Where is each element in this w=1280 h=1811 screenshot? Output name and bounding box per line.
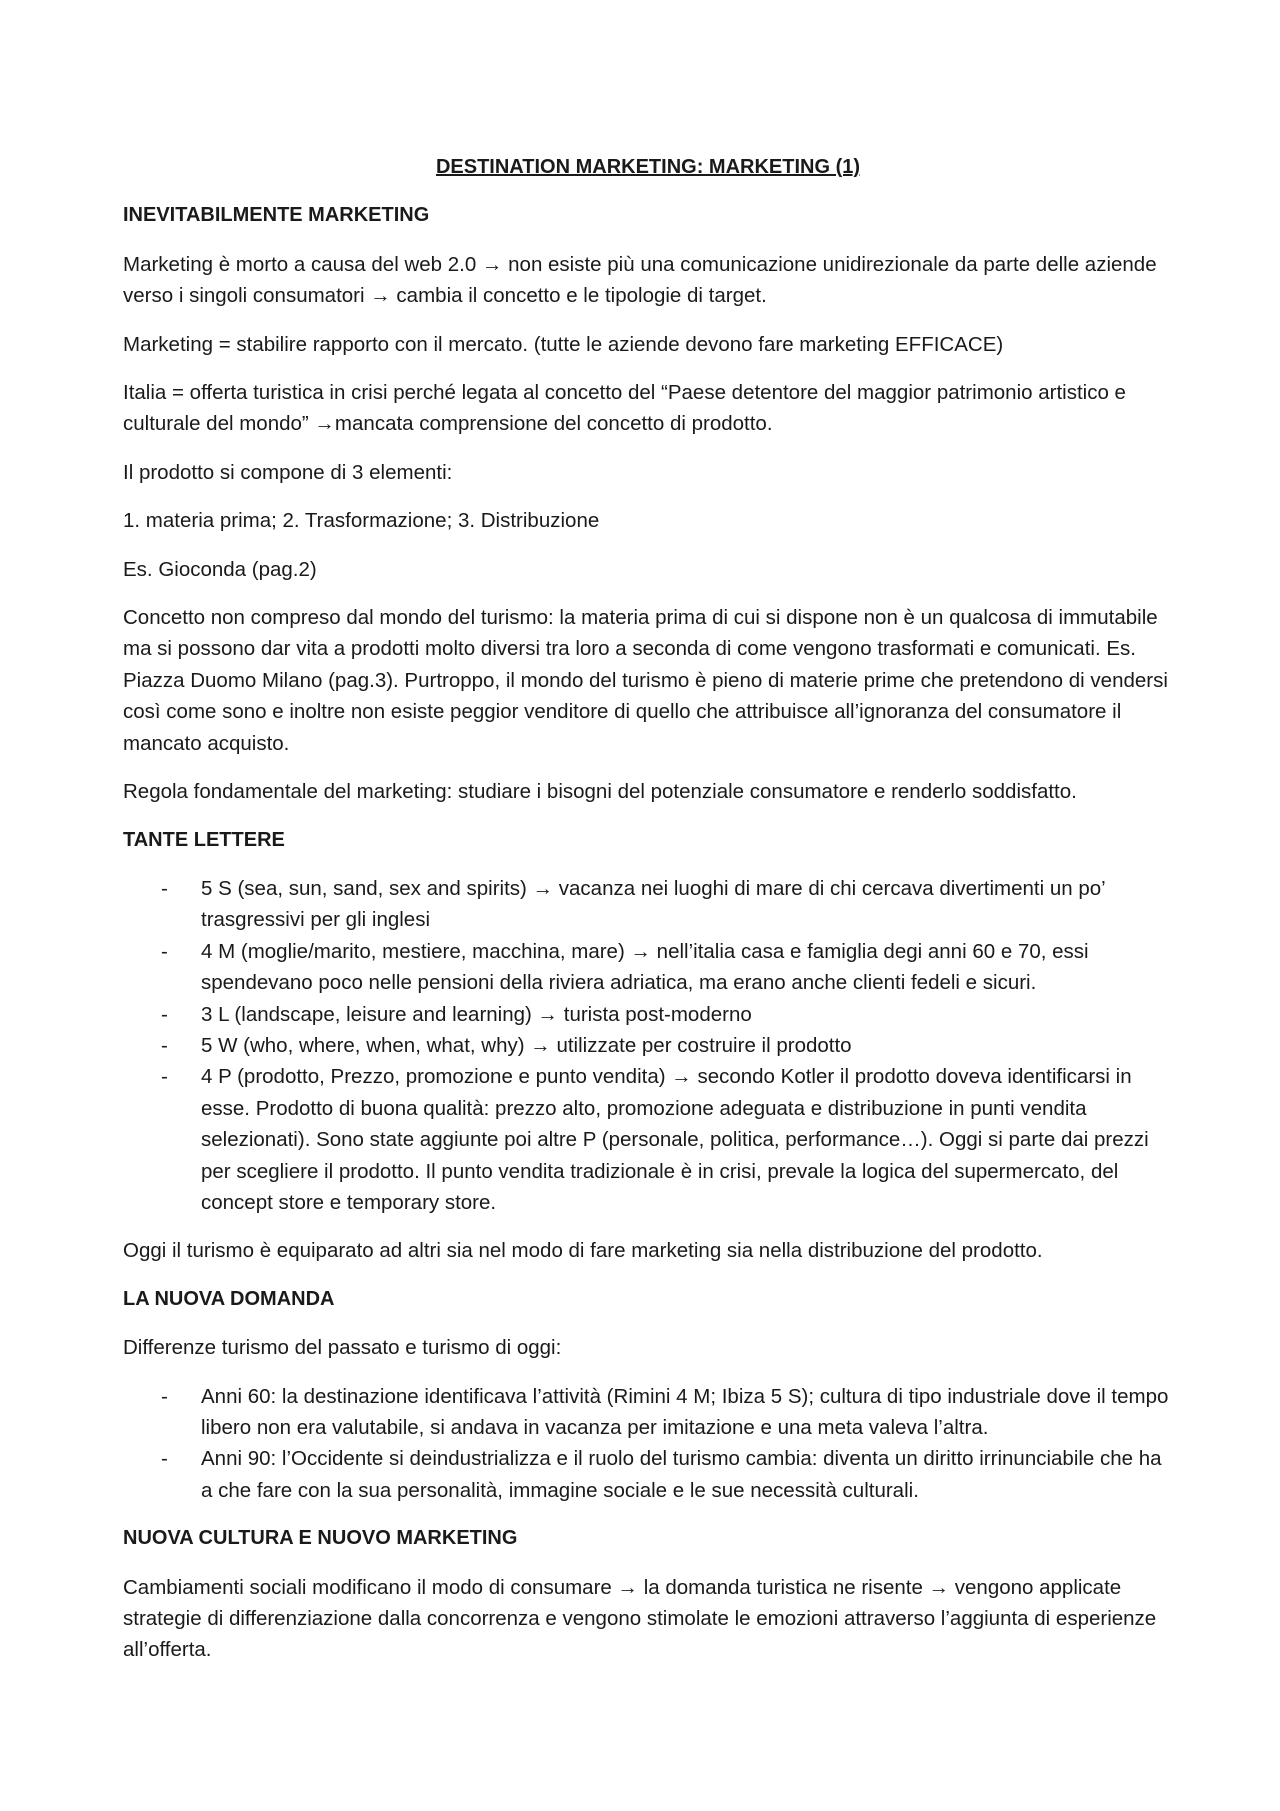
list-item (123, 873, 1173, 936)
list-dash-marker: - (161, 939, 168, 963)
list-item-text: 4 P (prodotto, Prezzo, promozione e punto vendita) → secondo Kotler il prodotto doveva identificarsi in esse. Prodotto di buona qualità: prezzo alto, promozione adeguata e distribuzione in punti vendita selezionati). Sono state aggiunte poi altre P (personale, politica, performance…). Oggi si parte dai prezzi per scegliere il prodotto. Il punto vendita tradizionale è in crisi, prevale la logica del supermercato, del concept store e temporary store. (201, 1065, 1149, 1214)
paragraph: Italia = offerta turistica in crisi perché legata al concetto del “Paese detentore del maggior patrimonio artistico e culturale del mondo” →mancata comprensione del concetto di prodotto. (123, 381, 1126, 436)
list-dash-marker: - (161, 1002, 168, 1026)
list-item-text: 4 M (moglie/marito, mestiere, macchina, mare) → nell’italia casa e famiglia degi anni 60 e 70, essi spendevano poco nelle pensioni della riviera adriatica, ma erano anche clienti fedeli e sicuri. (201, 939, 1089, 995)
section-heading-inevitabilmente-marketing: INEVITABILMENTE MARKETING (123, 204, 430, 227)
list-item-text: 3 L (landscape, leisure and learning) → turista post-moderno (201, 1002, 752, 1026)
paragraph: Differenze turismo del passato e turismo di oggi: (123, 1336, 562, 1360)
section-heading-la-nuova-domanda: LA NUOVA DOMANDA (123, 1287, 335, 1310)
list-item-text: Anni 90: l’Occidente si deindustrializza e il ruolo del turismo cambia: diventa un diritto irrinunciabile che ha a che fare con la sua personalità, immagine sociale e le sue necessità culturali. (201, 1447, 1162, 1502)
paragraph: Marketing = stabilire rapporto con il mercato. (tutte le aziende devono fare marketing EFFICACE) (123, 332, 1004, 356)
paragraph: Es. Gioconda (pag.2) (123, 557, 317, 581)
paragraph: Concetto non compreso dal mondo del turismo: la materia prima di cui si dispone non è un qualcosa di immutabile ma si possono dar vita a prodotti molto diversi tra loro a seconda di come vengono trasformati e comunicati. Es. Piazza Duomo Milano (pag.3). Purtroppo, il mondo del turismo è pieno di materie prime che pretendono di vendersi così come sono e inoltre non esiste peggior venditore di quello che attribuisce all’ignoranza del consumatore il mancato acquisto. (123, 606, 1168, 755)
list-item (123, 1443, 1173, 1506)
letters-list (123, 873, 1173, 1218)
list-item (123, 1381, 1173, 1444)
list-item (123, 999, 1173, 1030)
paragraph: Cambiamenti sociali modificano il modo di consumare → la domanda turistica ne risente → vengono applicate strategie di differenziazione dalla concorrenza e vengono stimolate le emozioni attraverso l’aggiunta di esperienze all’offerta. (123, 1575, 1157, 1662)
eras-list (123, 1381, 1173, 1507)
section-heading-tante-lettere: TANTE LETTERE (123, 828, 285, 851)
document-page (123, 152, 1173, 1683)
list-dash-marker: - (161, 1384, 168, 1408)
list-item-text: 5 S (sea, sun, sand, sex and spirits) → vacanza nei luoghi di mare di chi cercava divertimenti un po’ trasgressivi per gli inglesi (201, 876, 1105, 932)
list-item (123, 1030, 1173, 1061)
paragraph: Il prodotto si compone di 3 elementi: (123, 460, 453, 484)
list-item-text: 5 W (who, where, when, what, why) → utilizzate per costruire il prodotto (201, 1033, 852, 1057)
section-heading-nuova-cultura: NUOVA CULTURA E NUOVO MARKETING (123, 1527, 518, 1550)
list-dash-marker: - (161, 876, 168, 900)
paragraph: Regola fondamentale del marketing: studiare i bisogni del potenziale consumatore e renderlo soddisfatto. (123, 780, 1077, 804)
list-dash-marker: - (161, 1447, 168, 1471)
list-item (123, 1061, 1173, 1218)
list-item (123, 936, 1173, 999)
paragraph: Oggi il turismo è equiparato ad altri sia nel modo di fare marketing sia nella distribuzione del prodotto. (123, 1239, 1043, 1263)
document-title: DESTINATION MARKETING: MARKETING (1) (435, 156, 861, 178)
list-dash-marker: - (161, 1033, 168, 1057)
paragraph: 1. materia prima; 2. Trasformazione; 3. Distribuzione (123, 509, 600, 533)
paragraph: Marketing è morto a causa del web 2.0 → non esiste più una comunicazione unidirezionale da parte delle aziende verso i singoli consumatori → cambia il concetto e le tipologie di target. (123, 252, 1157, 308)
list-item-text: Anni 60: la destinazione identificava l’attività (Rimini 4 M; Ibiza 5 S); cultura di tipo industriale dove il tempo libero non era valutabile, si andava in vacanza per imitazione e una meta valeva l’altra. (201, 1384, 1169, 1439)
list-dash-marker: - (161, 1065, 168, 1089)
